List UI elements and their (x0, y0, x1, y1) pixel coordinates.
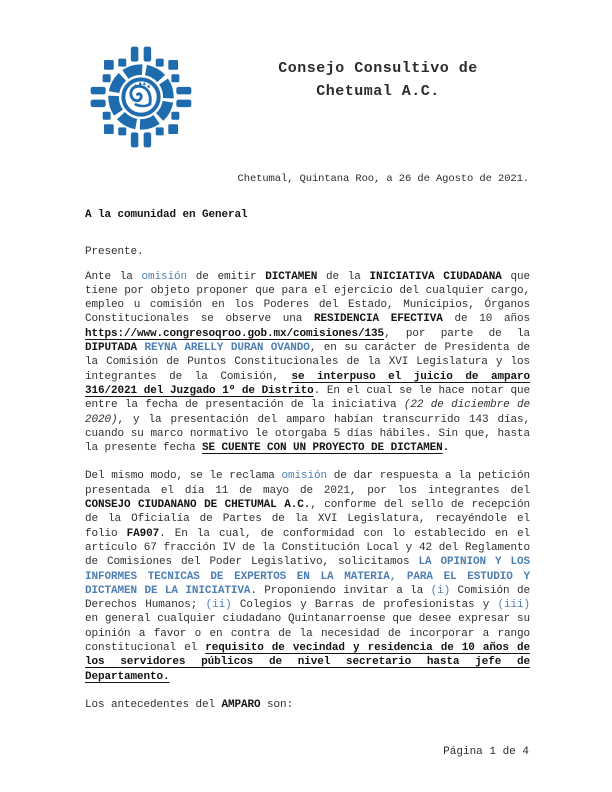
text-run: de emitir (187, 270, 266, 283)
organization-logo (88, 44, 194, 150)
mayan-snail-emblem-icon (88, 44, 194, 150)
text-run: , en su carácter de Presidenta de la Comisión de Puntos Constitucionales de la XVI Legislatura y los integrantes de la Comisión, (85, 342, 530, 383)
salutation-line: A la comunidad en General (85, 209, 248, 221)
text-run: se interpuso el juicio de amparo 316/2021 del Juzgado 1º de Distrito (85, 370, 530, 397)
text-run: INICIATIVA CIUDADANA (369, 270, 502, 283)
url-link[interactable]: https://www.congresoqroo.gob.mx/comisiones/135 (85, 327, 385, 340)
letter-body (85, 208, 530, 712)
text-run: AMPARO (221, 698, 261, 711)
text-run: LA OPINION Y LOS INFORMES TECNICAS DE EXPERTOS EN LA MATERIA, PARA EL ESTUDIO Y DICTAMEN DE LA INICIATIVA (85, 556, 530, 597)
text-run: FA907 (126, 527, 160, 540)
text-run: SE CUENTE CON UN PROYECTO DE DICTAMEN (202, 442, 443, 455)
text-run: Los antecedentes del (85, 698, 222, 711)
text-run: . En la cual, de conformidad con lo establecido en el artículo 67 fracción IV de la Constitución Local y 42 del Reglamento de Comisiones del Poder Legislativo, solicitamos (85, 527, 530, 569)
letterhead (88, 44, 562, 150)
text-run: RESIDENCIA EFECTIVA (314, 313, 443, 326)
text-run: omisión (141, 270, 187, 283)
paragraph-omision-dictamen (85, 270, 530, 456)
org-title: Consejo Consultivo de Chetumal A.C. (278, 60, 478, 100)
text-run: de la (317, 270, 370, 283)
text-run: REYNA ARELLY DURAN OVANDO (144, 342, 310, 355)
text-run: Comisión de Derechos Humanos; (85, 584, 531, 612)
text-run: Del mismo modo, se le reclama (85, 470, 282, 483)
text-run: , por parte de la (384, 327, 530, 340)
text-run: (22 de diciembre de 2020) (85, 399, 530, 426)
text-run: son: (260, 698, 294, 711)
text-run: (i) (430, 584, 451, 597)
presente-line: Presente. (85, 246, 144, 259)
text-run: de 10 años (442, 313, 530, 326)
text-run: Ante la (85, 270, 142, 283)
text-run: , conforme del sello de recepción de la Oficialía de Partes de la XVI Legislatura, recayéndole el folio (85, 499, 530, 540)
text-run: . (442, 442, 450, 455)
paragraph-omision-peticion (85, 469, 530, 683)
text-run: requisito de vecindad y residencia de 10 años de los servidores públicos de nivel secretario hasta jefe de Departamento. (85, 642, 530, 683)
text-run: . Proponiendo invitar a la (250, 584, 431, 597)
text-run: Colegios y Barras de profesionistas y (231, 599, 498, 612)
text-run: , y la presentación del amparo habían transcurrido 143 días, cuando su marco normativo le otorgaba 5 días hábiles. Sin que, hasta la presente fecha (85, 413, 530, 455)
antecedentes-line (85, 698, 530, 712)
text-run: que tiene por objeto proponer que para el ejercicio del cualquier cargo, empleo u comisión en los Poderes del Estado, Municipios, Órganos Constitucionales se observe una (85, 270, 530, 326)
text-run: . En el cual se le hace notar que entre la fecha de presentación de la iniciativa (85, 384, 530, 412)
text-run: en general cualquier ciudadano Quintanarroense que desee expresar su opinión a favor o en contra de la necesidad de incorporar a rango constitucional el (85, 613, 530, 655)
text-run: DICTAMEN (265, 270, 318, 283)
text-run: omisión (281, 470, 327, 483)
text-run: DIPUTADA (85, 342, 145, 355)
text-run: (ii) (205, 599, 232, 612)
text-run: (iii) (497, 599, 530, 612)
date-line: Chetumal, Quintana Roo, a 26 de Agosto de 2021. (237, 173, 529, 185)
title-area (194, 44, 562, 103)
text-run: CONSEJO CIUDANANO DE CHETUMAL A.C. (85, 499, 311, 512)
page-number: Página 1 de 4 (443, 746, 529, 758)
text-run: de dar respuesta a la petición presentada el día 11 de mayo de 2021, por los integrantes del (85, 470, 530, 497)
